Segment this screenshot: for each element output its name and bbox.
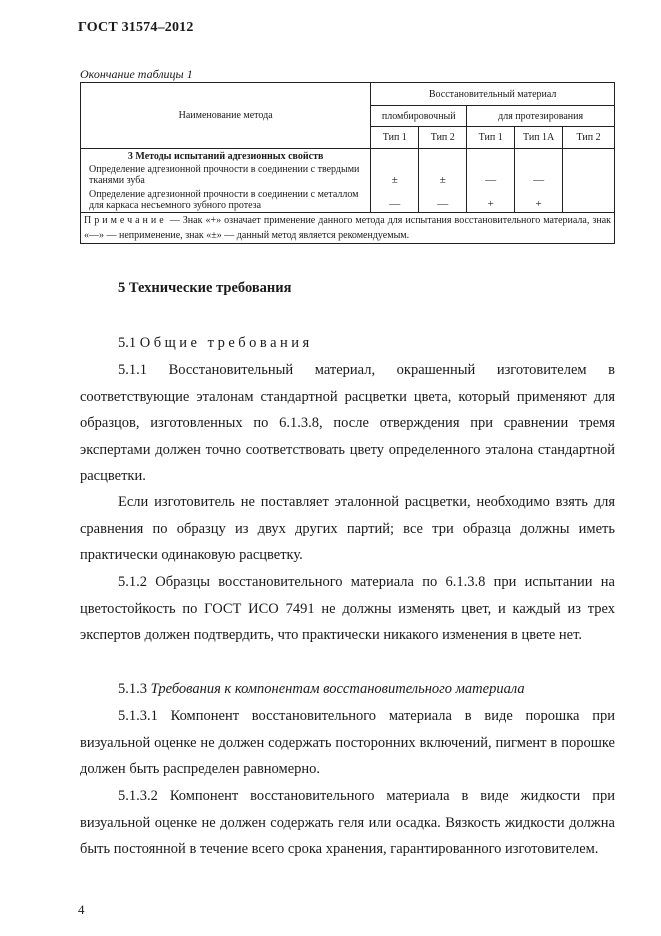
column-header-type: Тип 2 (419, 127, 467, 149)
column-header-type: Тип 1 (371, 127, 419, 149)
column-header-method: Наименование метода (81, 83, 371, 149)
paragraph-5-1-3-2: 5.1.3.2 Компонент восстановительного материала в виде жидкости при визуальной оценке не должен содержать геля или осадка. Вязкость жидкости должна быть постоянной в течение всего срока хранения, гарантированного изготовителем. (80, 788, 615, 857)
paragraph-5-1-1-continued: Если изготовитель не поставляет эталонной расцветки, необходимо взять для сравнения по образцу из двух других партий; все три образца должны иметь практически одинаковую расцветку. (80, 494, 615, 563)
table-row (81, 162, 615, 188)
method-name: Определение адгезионной прочности в соединении с твердыми тканями зуба (81, 162, 371, 188)
table-row (81, 188, 615, 213)
table-section-heading: 3 Методы испытаний адгезионных свойств (81, 149, 371, 163)
document-code: ГОСТ 31574–2012 (78, 20, 194, 35)
page-number: 4 (78, 902, 85, 917)
mark-cell: ± (371, 162, 419, 188)
section-title: 5 Технические требования (118, 280, 292, 296)
subsection-title: Требования к компонентам восстановительного материала (150, 681, 525, 697)
note-label: Примечание (84, 215, 167, 226)
column-header-type: Тип 1 (467, 127, 515, 149)
subsection-title: Общие требования (139, 335, 313, 351)
mark-cell: + (467, 188, 515, 213)
subsection-number: 5.1.3 (118, 681, 151, 697)
method-name: Определение адгезионной прочности в соединении с металлом для каркаса несъемного зубного протеза (81, 188, 371, 213)
mark-cell: — (467, 162, 515, 188)
mark-cell: — (419, 188, 467, 213)
paragraph-5-1-2: 5.1.2 Образцы восстановительного материала по 6.1.3.8 при испытании на цветостойкость по ГОСТ ИСО 7491 не должны изменять цвет, и каждый из трех экспертов должен подтвердить, что практически никакого изменения в цвете нет. (80, 574, 615, 643)
column-header-material: Восстановительный материал (371, 83, 615, 106)
column-header-prosthetic: для протезирования (467, 106, 615, 127)
mark-cell: ± (419, 162, 467, 188)
subsection-heading (80, 330, 615, 357)
note-text: — Знак «+» означает применение данного метода для испытания восстановительного материала, знак «—» — неприменение, знак «±» — данный метод является рекомендуемым. (84, 215, 611, 241)
subsection-heading-5-1-3 (80, 676, 615, 703)
paragraph-5-1-3-1: 5.1.3.1 Компонент восстановительного материала в виде порошка при визуальной оценке не должен содержать посторонних включений, пигмент в порошке должен быть распределен равномерно. (80, 708, 615, 777)
mark-cell: — (371, 188, 419, 213)
mark-cell: + (515, 188, 563, 213)
column-header-type: Тип 1А (515, 127, 563, 149)
mark-cell (563, 162, 615, 188)
subsection-number: 5.1 (118, 335, 140, 351)
column-header-filling: пломбировочный (371, 106, 467, 127)
column-header-type: Тип 2 (563, 127, 615, 149)
table-note (81, 213, 615, 244)
table-caption: Окончание таблицы 1 (80, 67, 193, 81)
paragraph-5-1-1: 5.1.1 Восстановительный материал, окрашенный изготовителем в соответствующие эталонам стандартной расцветки цвета, который применяют для образцов, изготовленных по 6.1.3.8, после отверждения при сравнении тремя экспертами должен точно соответствовать цвету определенного эталона стандартной расцветки. (80, 362, 615, 484)
methods-table (80, 82, 615, 244)
mark-cell (563, 188, 615, 213)
mark-cell: — (515, 162, 563, 188)
